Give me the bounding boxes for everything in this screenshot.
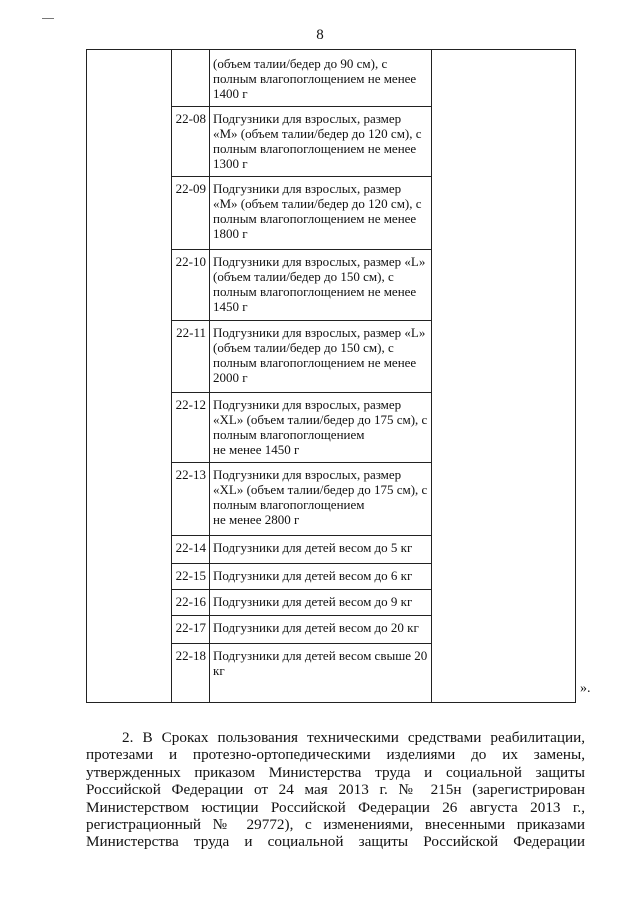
table-column-border (431, 49, 432, 702)
row-description: Подгузники для детей весом до 20 кг (213, 620, 419, 635)
row-description: Подгузники для взрослых, размер «XL» (объем талии/бедер до 175 см), с полным влагопоглощением не менее 2800 г (213, 467, 428, 527)
table-row-border (171, 106, 432, 107)
table-row-border (171, 643, 432, 644)
table-row-border (171, 535, 432, 536)
table-column-border (575, 49, 576, 702)
row-description: Подгузники для взрослых, размер «L» (объем талии/бедер до 150 см), с полным влагопоглощением не менее 1450 г (213, 254, 426, 314)
row-code: 22-09 (175, 181, 206, 196)
row-description: Подгузники для взрослых, размер «L» (объем талии/бедер до 150 см), с полным влагопоглощением не менее 2000 г (213, 325, 426, 385)
paragraph-line: утвержденных приказом Министерства труда и социальной защиты (86, 763, 585, 781)
table-row-border (171, 462, 432, 463)
table-column-border (86, 49, 87, 702)
table-border (86, 702, 576, 703)
row-description: Подгузники для взрослых, размер «M» (объем талии/бедер до 120 см), с полным влагопоглощением не менее 1800 г (213, 181, 422, 241)
table-row-border (171, 176, 432, 177)
row-code: 22-10 (175, 254, 206, 269)
row-code: 22-12 (175, 397, 206, 412)
row-description: Подгузники для детей весом свыше 20 кг (213, 648, 428, 678)
paragraph-line: 2. В Сроках пользования техническими средствами реабилитации, (122, 729, 585, 746)
row-code: 22-18 (175, 648, 206, 663)
table-column-border (209, 49, 210, 702)
paragraph-line: протезами и протезно-ортопедическими изделиями до их замены, (86, 746, 585, 764)
row-description: Подгузники для детей весом до 5 кг (213, 540, 413, 555)
row-code: 22-08 (175, 111, 206, 126)
row-description: (объем талии/бедер до 90 см), с полным влагопоглощением не менее 1400 г (213, 56, 417, 101)
table-row-border (171, 249, 432, 250)
paragraph-line: Министерством юстиции Российской Федерации 26 августа 2013 г., (86, 798, 585, 816)
scan-mark (42, 18, 54, 19)
table-row-border (171, 589, 432, 590)
paragraph-line: регистрационный № 29772), с изменениями, внесенными приказами (86, 815, 585, 833)
paragraph-line: Министерства труда и социальной защиты Российской Федерации (86, 833, 585, 851)
row-description: Подгузники для взрослых, размер «XL» (объем талии/бедер до 175 см), с полным влагопоглощением не менее 1450 г (213, 397, 428, 457)
closing-quote: ». (580, 681, 591, 696)
table-row-border (171, 563, 432, 564)
row-code: 22-17 (175, 620, 206, 635)
row-code: 22-14 (175, 540, 206, 555)
row-code: 22-15 (175, 568, 206, 583)
row-description: Подгузники для детей весом до 6 кг (213, 568, 413, 583)
page-number: 8 (316, 27, 324, 43)
row-code: 22-11 (176, 325, 206, 340)
row-code: 22-16 (175, 594, 206, 609)
table-row-border (171, 615, 432, 616)
table-border (86, 49, 576, 50)
row-code: 22-13 (175, 467, 206, 482)
table-row-border (171, 320, 432, 321)
table-row-border (171, 392, 432, 393)
paragraph (86, 729, 585, 851)
paragraph-line: Российской Федерации от 24 мая 2013 г. № 215н (зарегистрирован (86, 781, 585, 799)
row-description: Подгузники для детей весом до 9 кг (213, 594, 413, 609)
row-description: Подгузники для взрослых, размер «M» (объем талии/бедер до 120 см), с полным влагопоглощением не менее 1300 г (213, 111, 422, 171)
